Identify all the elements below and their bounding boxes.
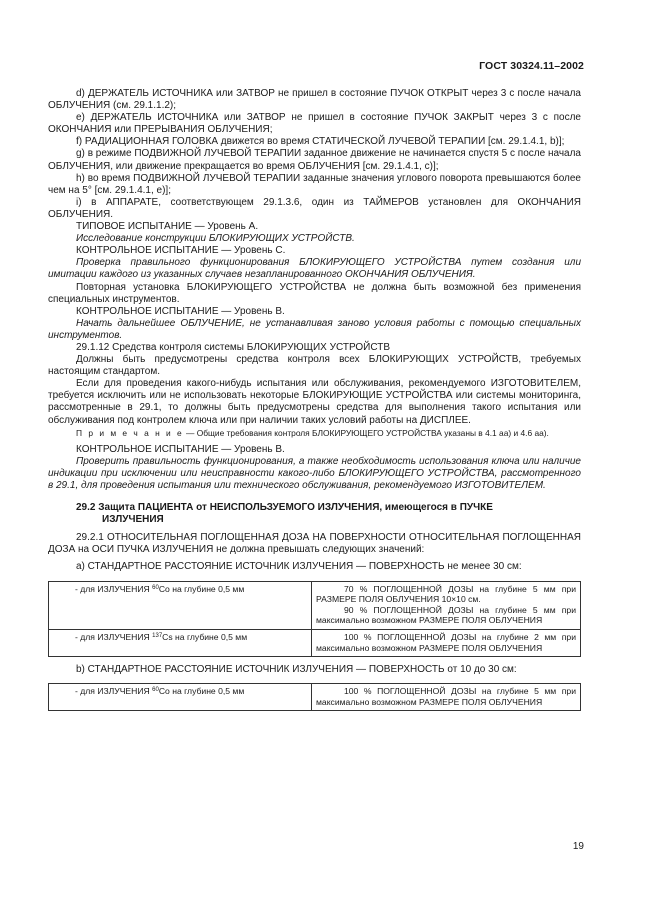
document-id: ГОСТ 30324.11–2002 <box>479 60 584 72</box>
control-test-b1-heading: КОНТРОЛЬНОЕ ИСПЫТАНИЕ — Уровень В. <box>76 305 285 317</box>
item-f: f) РАДИАЦИОННАЯ ГОЛОВКА движется во время СТАТИЧЕСКОЙ ЛУЧЕВОЙ ТЕРАПИИ [см. 29.1.4.1, b)]; <box>76 136 565 148</box>
clause-29-2-1: 29.2.1 ОТНОСИТЕЛЬНАЯ ПОГЛОЩЕННАЯ ДОЗА НА ПОВЕРХНОСТИ ОТНОСИТЕЛЬНАЯ ПОГЛОЩЕННАЯ ДОЗА на ОСИ ПУЧКА ИЗЛУЧЕНИЯ не должна превышать следующих значений: <box>48 532 581 556</box>
table-row <box>49 581 581 629</box>
item-i: i) в АППАРАТЕ, соответствующем 29.1.3.6, один из ТАЙМЕРОВ установлен для ОКОНЧАНИЯ ОБЛУЧЕНИЯ. <box>48 196 581 220</box>
item-h: h) во время ПОДВИЖНОЙ ЛУЧЕВОЙ ТЕРАПИИ заданные значения углового поворота превышаются более чем на 5° [см. 29.1.4.1, e)]; <box>48 172 581 196</box>
control-test-b1-description: Начать дальнейшее ОБЛУЧЕНИЕ, не устанавливая заново условия работы с помощью специальных инструментов. <box>48 317 581 341</box>
note <box>48 427 581 439</box>
section-29-2-line2: ИЗЛУЧЕНИЯ <box>102 514 164 526</box>
item-e: e) ДЕРЖАТЕЛЬ ИСТОЧНИКА или ЗАТВОР не пришел в состояние ПУЧОК ЗАКРЫТ через 3 с после ОКОНЧАНИЯ или ПРЕРЫВАНИЯ ОБЛУЧЕНИЯ; <box>48 112 581 136</box>
condition-b: b) СТАНДАРТНОЕ РАССТОЯНИЕ ИСТОЧНИК ИЗЛУЧЕНИЯ — ПОВЕРХНОСТЬ от 10 до 30 см: <box>76 664 517 676</box>
table-cell-source: - для ИЗЛУЧЕНИЯ $^{60}$Co на глубине 0,5 мм <box>49 581 312 629</box>
section-29-2-heading <box>48 502 581 526</box>
table-cell-source: - для ИЗЛУЧЕНИЯ $^{60}$Co на глубине 0,5 мм <box>49 684 312 711</box>
control-test-b2-heading: КОНТРОЛЬНОЕ ИСПЫТАНИЕ — Уровень В. <box>76 443 285 455</box>
table-row <box>49 684 581 711</box>
table-cell-limit: 70 % ПОГЛОЩЕННОЙ ДОЗЫ на глубине 5 мм при РАЗМЕРЕ ПОЛЯ ОБЛУЧЕНИЯ 10×10 см. 90 % ПОГЛОЩЕННОЙ ДОЗЫ на глубине 5 мм при максимально возможном РАЗМЕРЕ ПОЛЯ ОБЛУЧЕНИЯ <box>312 581 581 629</box>
control-test-b2-description: Проверить правильность функционирования, а также необходимость использования ключа или наличие индикации при исключении или неисправности какого-либо БЛОКИРУЮЩЕГО УСТРОЙСТВА, рассмотренного в 29.1, для проведения испытания или технического обслуживания, рекомендуемого ИЗГОТОВИТЕЛЕМ. <box>48 455 581 491</box>
dose-table-a <box>48 581 581 658</box>
control-test-c-heading: КОНТРОЛЬНОЕ ИСПЫТАНИЕ — Уровень С. <box>76 245 286 257</box>
page-body <box>48 88 581 711</box>
condition-a: a) СТАНДАРТНОЕ РАССТОЯНИЕ ИСТОЧНИК ИЗЛУЧЕНИЯ — ПОВЕРХНОСТЬ не менее 30 см: <box>76 561 522 573</box>
note-label: П р и м е ч а н и е <box>76 427 184 438</box>
maintenance-requirement: Если для проведения какого-нибудь испытания или обслуживания, рекомендуемого ИЗГОТОВИТЕЛЕМ, требуется исключить или не использовать некоторые БЛОКИРУЮЩИЕ УСТРОЙСТВА или системы мониторинга, рассмотренные в 29.1, то должны быть предусмотрены средства для выполнения такого испытания или обслуживания под контролем ключа или при наличии таких условий работы на ДИСПЛЕЕ. <box>48 378 581 426</box>
table-row <box>49 629 581 656</box>
table-cell-source: - для ИЗЛУЧЕНИЯ $^{137}$Cs на глубине 0,5 мм <box>49 629 312 656</box>
control-test-c-description: Проверка правильного функционирования БЛОКИРУЮЩЕГО УСТРОЙСТВА путем создания или имитации каждого из указанных случаев незапланированного ОКОНЧАНИЯ ОБЛУЧЕНИЯ. <box>48 257 581 281</box>
dose-table-b <box>48 683 581 711</box>
type-test-heading: ТИПОВОЕ ИСПЫТАНИЕ — Уровень А. <box>76 221 259 233</box>
table-cell-limit: 100 % ПОГЛОЩЕННОЙ ДОЗЫ на глубине 2 мм при максимально возможном РАЗМЕРЕ ПОЛЯ ОБЛУЧЕНИЯ <box>312 629 581 656</box>
section-29-2-line1: 29.2 Защита ПАЦИЕНТА от НЕИСПОЛЬЗУЕМОГО ИЗЛУЧЕНИЯ, имеющегося в ПУЧКЕ <box>76 502 493 514</box>
clause-29-1-12: 29.1.12 Средства контроля системы БЛОКИРУЮЩИХ УСТРОЙСТВ <box>76 341 391 353</box>
type-test-description: Исследование конструкции БЛОКИРУЮЩИХ УСТРОЙСТВ. <box>76 233 355 245</box>
note-text: — Общие требования контроля БЛОКИРУЮЩЕГО УСТРОЙСТВА указаны в 4.1 аа) и 4.6 аа). <box>183 427 549 438</box>
reinstall-requirement: Повторная установка БЛОКИРУЮЩЕГО УСТРОЙСТВА не должна быть возможной без применения специальных инструментов. <box>48 281 581 305</box>
item-g: g) в режиме ПОДВИЖНОЙ ЛУЧЕВОЙ ТЕРАПИИ заданное движение не начинается спустя 5 с после начала ОБЛУЧЕНИЯ, или движение прекращается во время ОБЛУЧЕНИЯ [см. 29.1.4.1, c)]; <box>48 148 581 172</box>
means-requirement: Должны быть предусмотрены средства контроля всех БЛОКИРУЮЩИХ УСТРОЙСТВ, требуемых настоящим стандартом. <box>48 354 581 378</box>
item-d: d) ДЕРЖАТЕЛЬ ИСТОЧНИКА или ЗАТВОР не пришел в состояние ПУЧОК ОТКРЫТ через 3 с после начала ОБЛУЧЕНИЯ (см. 29.1.1.2); <box>48 88 581 112</box>
page-number: 19 <box>572 841 584 852</box>
table-cell-limit: 100 % ПОГЛОЩЕННОЙ ДОЗЫ на глубине 5 мм при максимально возможном РАЗМЕРЕ ПОЛЯ ОБЛУЧЕНИЯ <box>312 684 581 711</box>
